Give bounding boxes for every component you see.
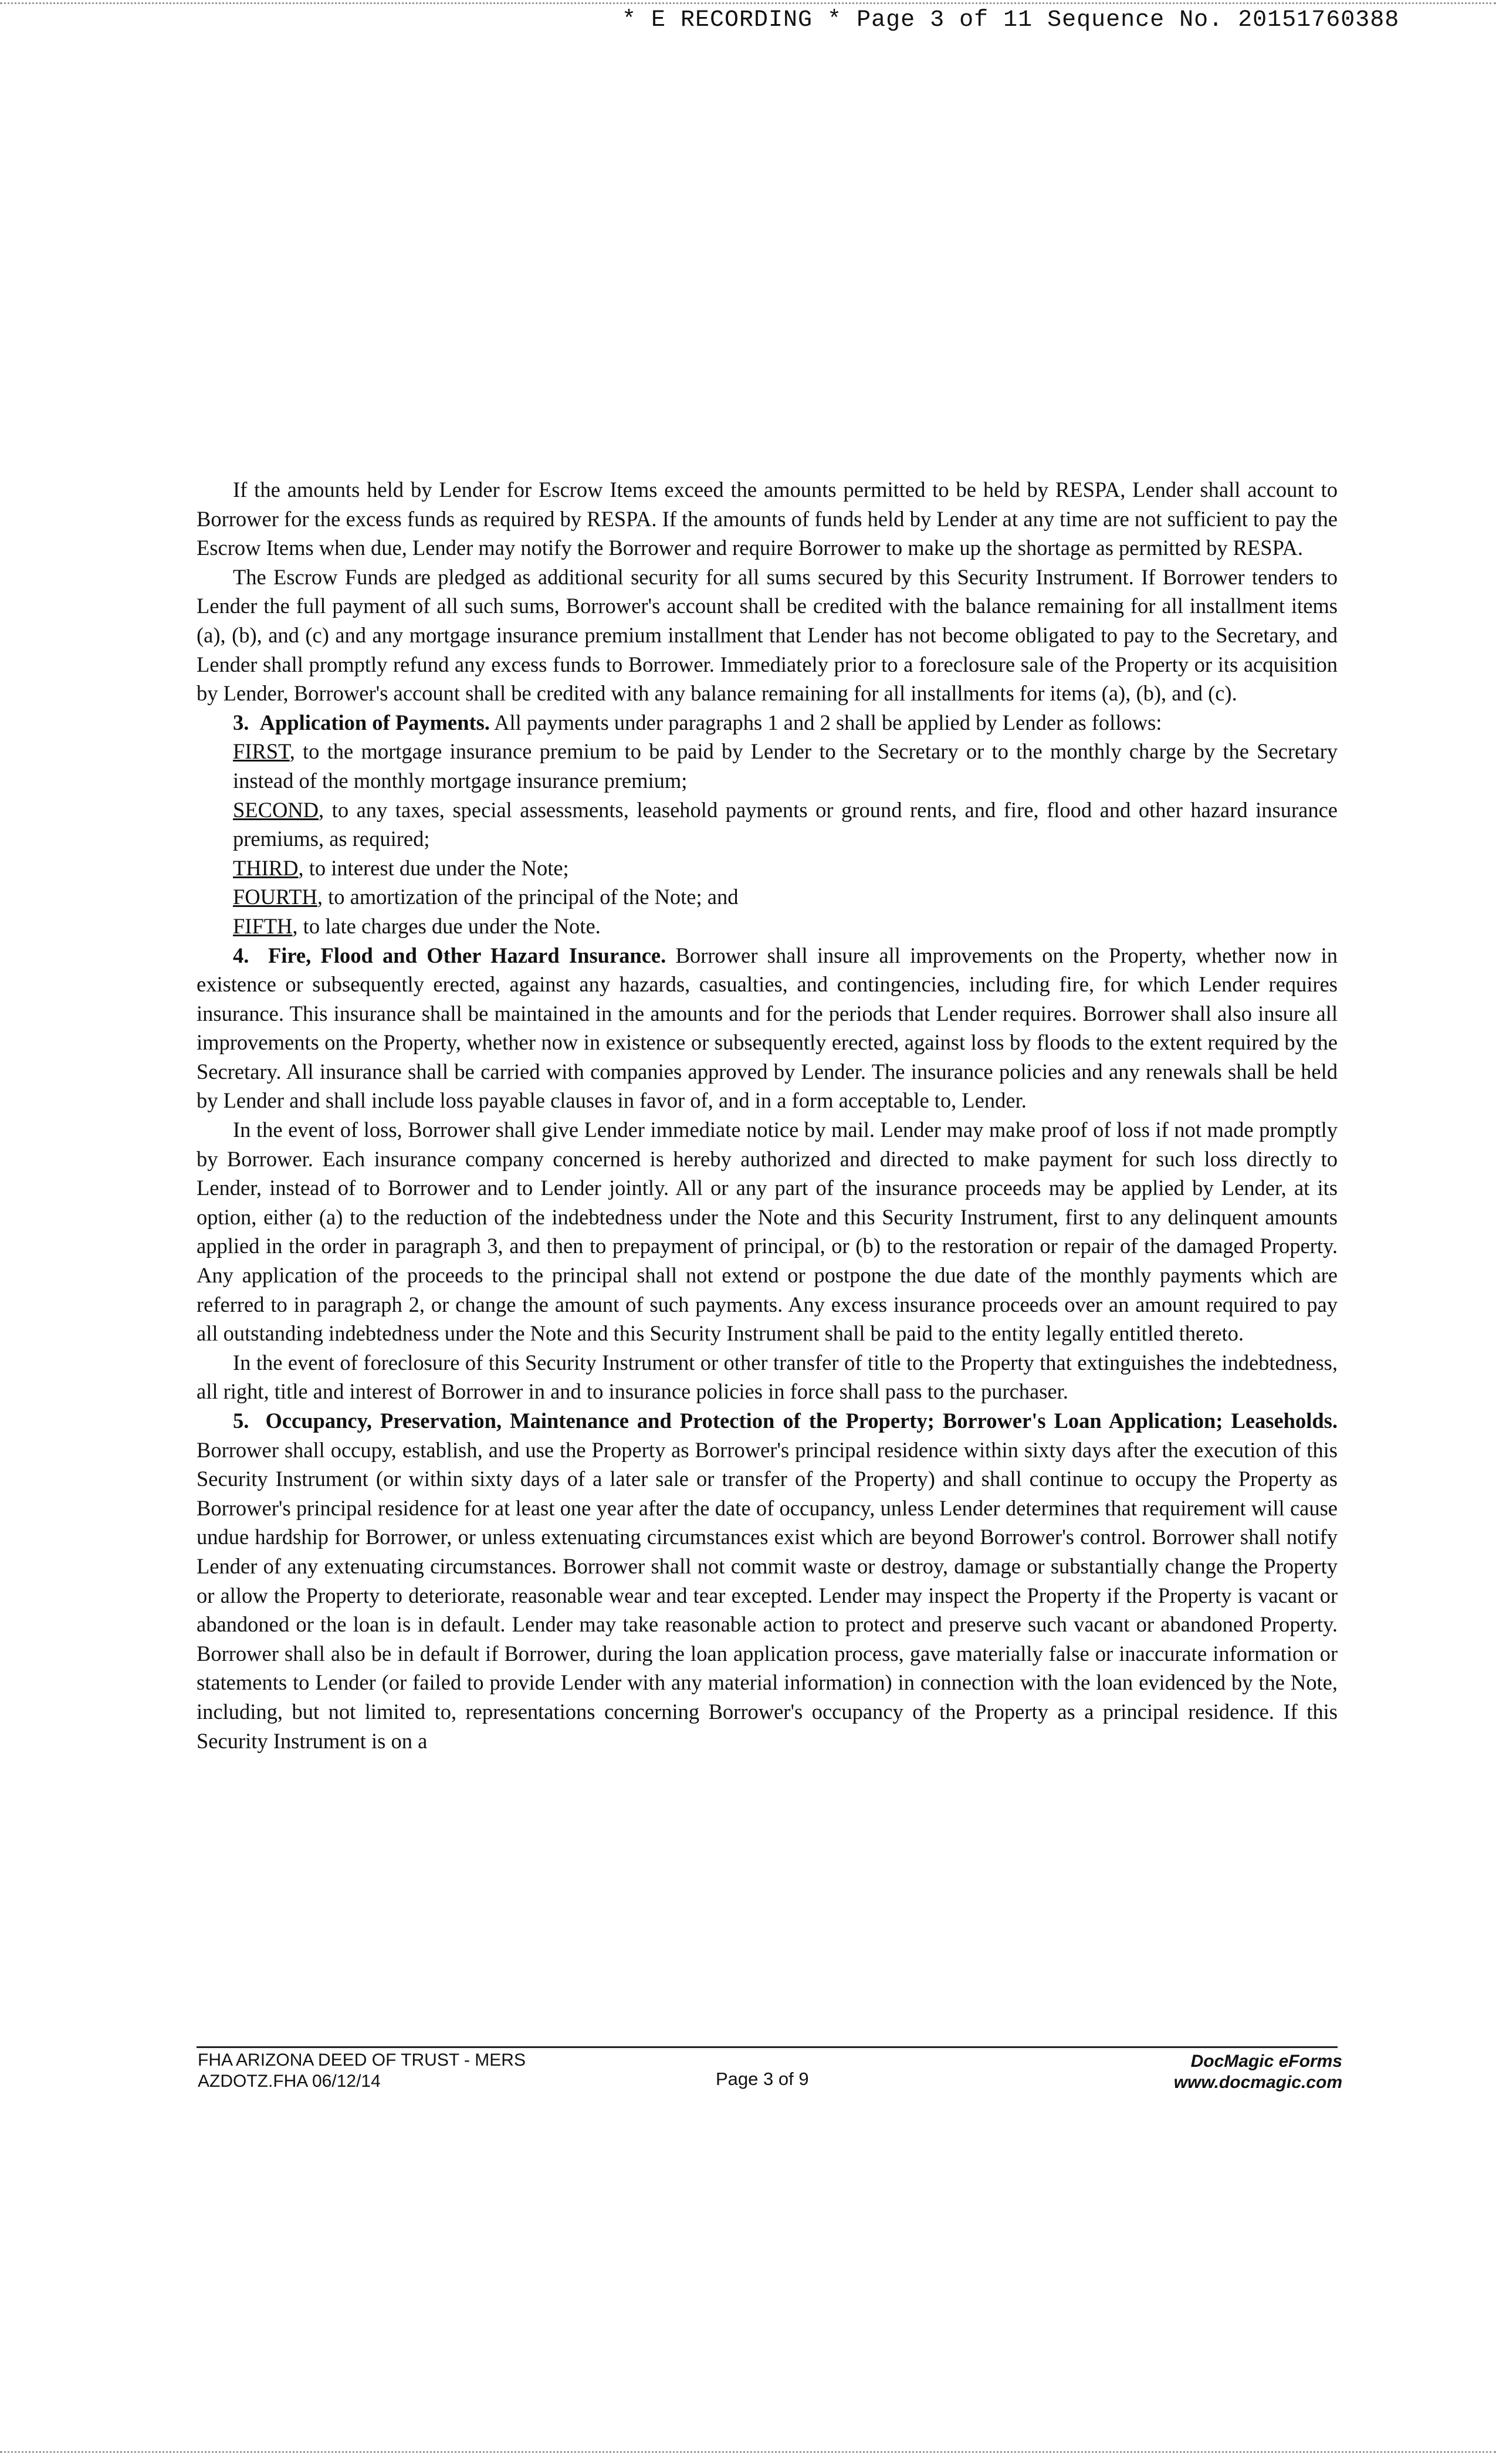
section-3-number: 3. <box>233 710 249 735</box>
section-5-occupancy <box>197 1406 1338 1755</box>
payment-order-text: , to any taxes, special assessments, leasehold payments or ground rents, and fire, flood and other hazard insurance premiums, as required; <box>233 797 1338 851</box>
form-title: FHA ARIZONA DEED OF TRUST - MERS <box>198 2050 526 2070</box>
paragraph-escrow-pledged: The Escrow Funds are pledged as additional security for all sums secured by this Security Instrument. If Borrower tenders to Lender the full payment of all such sums, Borrower's account shall be credited with the balance remaining for all installment items (a), (b), and (c) and any mortgage insurance premium installment that Lender has not become obligated to pay to the Secretary, and Lender shall promptly refund any excess funds to Borrower. Immediately prior to a foreclosure sale of the Property or its acquisition by Lender, Borrower's account shall be credited with any balance remaining for all installments for items (a), (b), and (c). <box>197 564 1338 706</box>
payment-order-label: FOURTH <box>233 885 317 909</box>
payment-order-label: SECOND <box>233 797 319 822</box>
payment-order-label: FIFTH <box>233 913 293 938</box>
payment-order-item <box>197 912 1338 941</box>
scan-top-edge <box>0 2 1496 4</box>
section-5-heading: Occupancy, Preservation, Maintenance and Protection of the Property; Borrower's Loan Application; Leaseholds. <box>265 1409 1338 1433</box>
payment-order-item <box>197 796 1338 854</box>
section-3-heading: Application of Payments. <box>259 710 490 735</box>
section-3-application-of-payments <box>197 708 1338 737</box>
payment-order-text: , to the mortgage insurance premium to be paid by Lender to the Secretary or to the monthly charge by the Secretary instead of the monthly mortgage insurance premium; <box>233 739 1338 793</box>
docmagic-logo <box>1174 2051 1342 2093</box>
brand-name: DocMagic eForms <box>1190 2052 1342 2071</box>
form-code: AZDOTZ.FHA 06/12/14 <box>198 2072 381 2091</box>
section-3-text: All payments under paragraphs 1 and 2 shall be applied by Lender as follows: <box>494 710 1162 735</box>
brand-website: www.docmagic.com <box>1173 2073 1342 2092</box>
payment-order-item <box>197 882 1338 912</box>
payment-order-text: , to late charges due under the Note. <box>292 913 601 938</box>
section-4-hazard-insurance <box>197 941 1338 1116</box>
page-number: Page 3 of 9 <box>716 2069 809 2089</box>
payment-order-item <box>197 854 1338 883</box>
section-5-text: Borrower shall occupy, establish, and use the Property as Borrower's principal residence within sixty days after the execution of this Security Instrument (or within sixty days of a later sale or transfer of the Property) and shall continue to occupy the Property as Borrower's principal residence for at least one year after the date of occupancy, unless Lender determines that requirement will cause undue hardship for Borrower, or unless extenuating circumstances exist which are beyond Borrower's control. Borrower shall notify Lender of any extenuating circumstances. Borrower shall not commit waste or destroy, damage or substantially change the Property or allow the Property to deteriorate, reasonable wear and tear excepted. Lender may inspect the Property if the Property is vacant or abandoned or the loan is in default. Lender may take reasonable action to protect and preserve such vacant or abandoned Property. Borrower shall also be in default if Borrower, during the loan application process, gave materially false or inaccurate information or statements to Lender (or failed to provide Lender with any material information) in connection with the loan evidenced by the Note, including, but not limited to, representations concerning Borrower's occupancy of the Property as a principal residence. If this Security Instrument is on a <box>197 1437 1338 1753</box>
form-identifier <box>198 2050 526 2092</box>
section-5-number: 5. <box>233 1409 249 1433</box>
section-4-text: Borrower shall insure all improvements on the Property, whether now in existence or subsequently erected, against any hazards, casualties, and contingencies, including fire, for which Lender requires insurance. This insurance shall be maintained in the amounts and for the periods that Lender requires. Borrower shall also insure all improvements on the Property, whether now in existence or subsequently erected, against loss by floods to the extent required by the Secretary. All insurance shall be carried with companies approved by Lender. The insurance policies and any renewals shall be held by Lender and shall include loss payable clauses in favor of, and in a form acceptable to, Lender. <box>197 943 1338 1113</box>
section-4-heading: Fire, Flood and Other Hazard Insurance. <box>268 943 666 967</box>
recording-stamp: * E RECORDING * Page 3 of 11 Sequence No. 20151760388 <box>622 7 1400 33</box>
paragraph-event-of-loss: In the event of loss, Borrower shall give Lender immediate notice by mail. Lender may make proof of loss if not made promptly by Borrower. Each insurance company concerned is hereby authorized and directed to make payment for such loss directly to Lender, instead of to Borrower and to Lender jointly. All or any part of the insurance proceeds may be applied by Lender, at its option, either (a) to the reduction of the indebtedness under the Note and this Security Instrument, first to any delinquent amounts applied in the order in paragraph 3, and then to prepayment of principal, or (b) to the restoration or repair of the damaged Property. Any application of the proceeds to the principal shall not extend or postpone the due date of the monthly payments which are referred to in paragraph 2, or change the amount of such payments. Any excess insurance proceeds over an amount required to pay all outstanding indebtedness under the Note and this Security Instrument shall be paid to the entity legally entitled thereto. <box>197 1118 1338 1346</box>
paragraph-event-of-foreclosure: In the event of foreclosure of this Security Instrument or other transfer of title to the Property that extinguishes the indebtedness, all right, title and interest of Borrower in and to insurance policies in force shall pass to the purchaser. <box>197 1350 1338 1404</box>
payment-order-label: FIRST <box>233 739 290 764</box>
payment-order-label: THIRD <box>233 855 299 880</box>
footer-divider <box>197 2046 1338 2048</box>
document-body <box>197 475 1338 1755</box>
payment-order-item <box>197 737 1338 795</box>
scan-bottom-edge <box>0 2451 1496 2453</box>
payment-order-text: , to interest due under the Note; <box>298 855 569 880</box>
paragraph-escrow-excess: If the amounts held by Lender for Escrow Items exceed the amounts permitted to be held by RESPA, Lender shall account to Borrower for the excess funds as required by RESPA. If the amounts of funds held by Lender at any time are not sufficient to pay the Escrow Items when due, Lender may notify the Borrower and require Borrower to make up the shortage as permitted by RESPA. <box>197 478 1338 560</box>
payment-order-text: , to amortization of the principal of the Note; and <box>317 885 739 909</box>
section-4-number: 4. <box>233 943 249 967</box>
